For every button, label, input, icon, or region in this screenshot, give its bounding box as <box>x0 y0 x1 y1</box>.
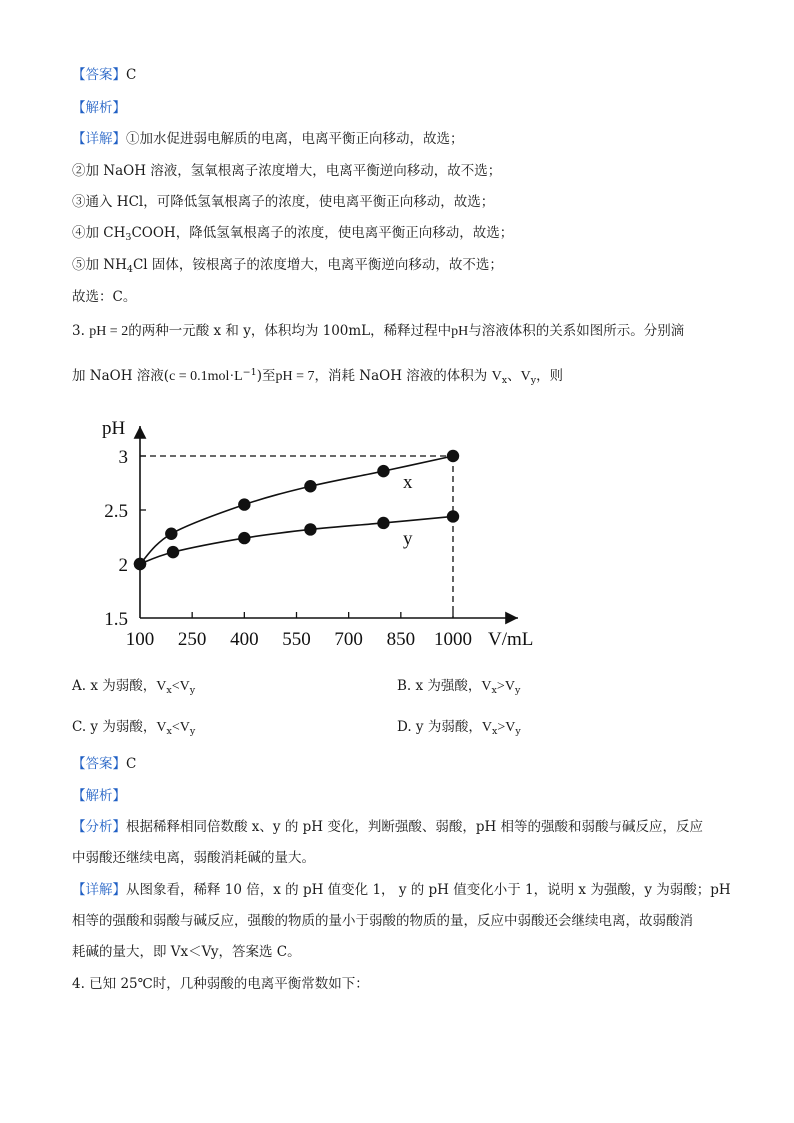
y-tick-label: 2.5 <box>104 501 128 522</box>
data-point-y <box>447 510 459 522</box>
detail-text: ①加水促进弱电解质的电离，电离平衡正向移动，故选； <box>126 131 464 147</box>
detail-line-3: ③通入 HCl，可降低氢氧根离子的浓度，使电离平衡正向移动，故选； <box>72 194 495 210</box>
data-point-x <box>447 450 459 462</box>
question-3-line-1: 3. pH = 2的两种一元酸 x 和 y，体积均为 100mL，稀释过程中pH与溶液体积的关系如图所示。分别滴 <box>72 323 685 339</box>
x-tick-label: 850 <box>386 629 416 650</box>
y-tick-label: 2 <box>118 555 128 576</box>
x-tick-label: 250 <box>177 629 207 650</box>
y-tick-label: 1.5 <box>104 609 128 630</box>
ph-volume-chart <box>90 400 550 660</box>
question-3-line-2: 加 NaOH 溶液$(c = 0.1mol\cdot L^{-1})$至pH = 7，消耗 NaOH 溶液的体积为 $V_x$、$V_y$，则 <box>72 367 564 386</box>
option-a[interactable]: A. x 为弱酸，$V_x<V_y$ <box>72 678 196 696</box>
data-point-y <box>134 558 146 570</box>
answer-value: C <box>126 67 137 83</box>
answer-tag: 【答案】 <box>72 756 126 772</box>
series-label-y: y <box>403 528 413 550</box>
detail-line-5: ⑤加 $NH_4Cl$ 固体，铵根离子的浓度增大，电离平衡逆向移动，故不选； <box>72 257 503 275</box>
fenxi-line-2: 中弱酸还继续电离，弱酸消耗碱的量大。 <box>72 850 315 866</box>
detail-tag: 【详解】 <box>72 882 126 898</box>
detail-line-2: ②加 NaOH 溶液，氢氧根离子浓度增大，电离平衡逆向移动，故不选； <box>72 163 502 179</box>
fenxi-line-1: 【分析】根据稀释相同倍数酸 x、y 的 pH 变化，判断强酸、弱酸，pH 相等的强酸和弱酸与碱反应，反应 <box>72 819 704 835</box>
fenxi-tag: 【分析】 <box>72 819 126 835</box>
detail2-line-2: 相等的强酸和弱酸与碱反应，强酸的物质的量小于弱酸的物质的量，反应中弱酸还会继续电离，故弱酸消 <box>72 913 693 929</box>
series-label-x: x <box>403 472 413 493</box>
analysis-tag: 【解析】 <box>72 100 126 116</box>
detail2-line-3: 耗碱的量大，即 Vx＜Vy，答案选 C。 <box>72 944 301 960</box>
detail-conclusion: 故选：C。 <box>72 289 137 305</box>
analysis-tag: 【解析】 <box>72 788 126 804</box>
x-tick-label: 400 <box>230 629 259 650</box>
x-tick-label: 700 <box>334 629 363 650</box>
data-point-y <box>167 546 179 558</box>
concentration: c = 0.1mol·L <box>169 369 243 384</box>
x-tick-label: 1000 <box>434 629 472 650</box>
y-tick-label: 3 <box>118 447 128 468</box>
answer-tag: 【答案】 <box>72 67 126 83</box>
x-axis-label: V/mL <box>488 629 534 650</box>
data-point-y <box>304 523 316 535</box>
analysis-heading-2 <box>72 787 126 805</box>
data-point-y <box>377 517 389 529</box>
x-tick-label: 100 <box>125 629 155 650</box>
x-tick-label: 550 <box>282 629 311 650</box>
analysis-heading-1 <box>72 99 126 117</box>
data-point-y <box>238 532 250 544</box>
option-c[interactable]: C. y 为弱酸，$V_x<V_y$ <box>72 719 196 737</box>
data-point-x <box>304 480 316 492</box>
question-4-line: 4. 已知 25℃时，几种弱酸的电离平衡常数如下： <box>72 976 369 992</box>
data-point-x <box>377 465 389 477</box>
answer-line-2 <box>72 755 136 773</box>
question-number: 3. <box>72 323 85 339</box>
option-b[interactable]: B. x 为强酸，$V_x>V_y$ <box>397 678 521 696</box>
detail-tag: 【详解】 <box>72 131 126 147</box>
y-axis-label: pH <box>102 418 126 439</box>
ph-equation: pH = 2 <box>89 324 129 339</box>
detail-line-1 <box>72 130 464 148</box>
answer-line-1 <box>72 66 136 84</box>
answer-value: C <box>126 756 137 772</box>
data-point-x <box>165 528 177 540</box>
data-point-x <box>238 498 250 510</box>
series-points <box>134 450 459 570</box>
detail-line-4: ④加 $CH_3COOH$，降低氢氧根离子的浓度，使电离平衡正向移动，故选； <box>72 225 514 243</box>
option-d[interactable]: D. y 为弱酸，$V_x>V_y$ <box>397 719 521 737</box>
detail2-line-1: 【详解】从图象看，稀释 10 倍，x 的 pH 值变化 1， y 的 pH 值变化小于 1，说明 x 为强酸，y 为弱酸；pH <box>72 882 731 898</box>
